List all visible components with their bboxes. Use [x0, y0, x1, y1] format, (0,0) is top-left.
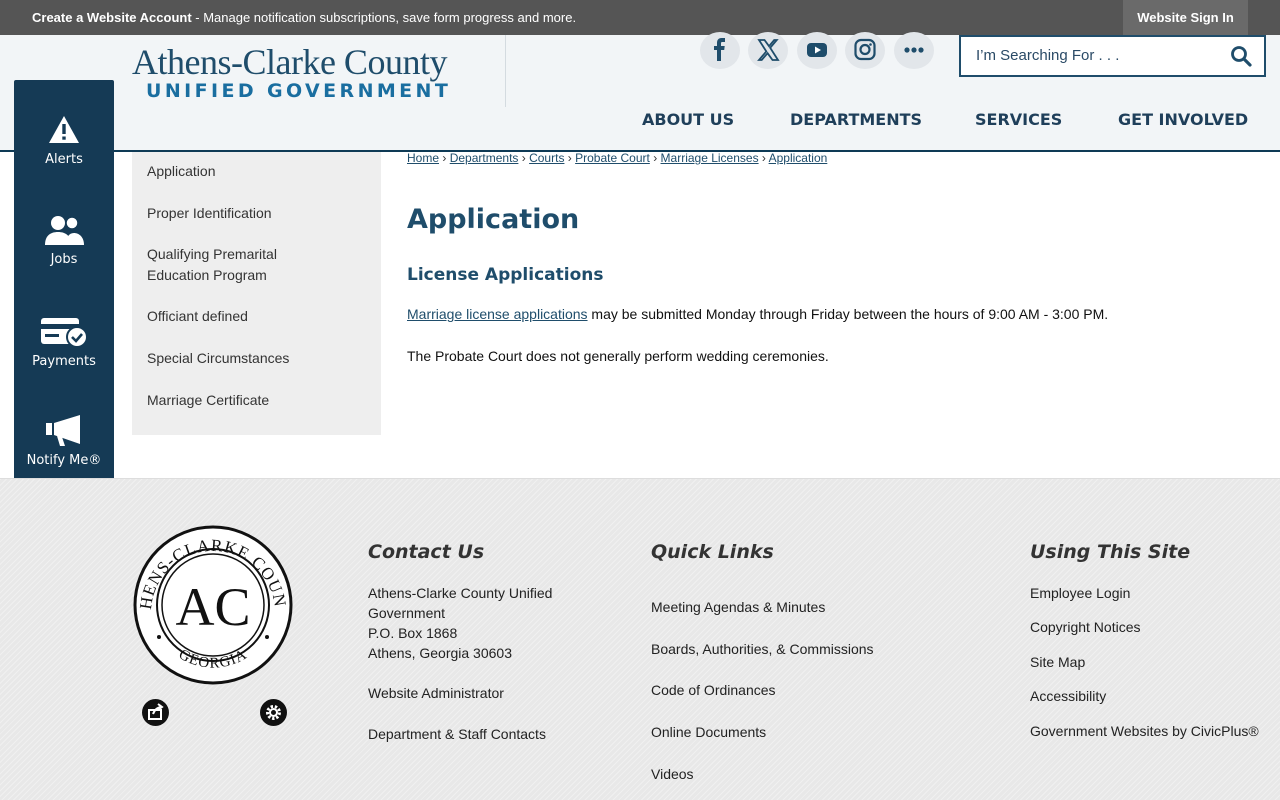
contact-org-2: Government — [368, 605, 446, 621]
ceremony-note: The Probate Court does not generally perform wedding ceremonies. — [407, 348, 829, 364]
breadcrumb-sep: › — [442, 151, 447, 165]
quick-link-boards[interactable]: Boards, Authorities, & Commissions — [651, 641, 874, 657]
quick-link-code-ordinances[interactable]: Code of Ordinances — [651, 682, 776, 698]
more-icon[interactable] — [894, 32, 934, 69]
subnav-item-application[interactable]: Application — [147, 163, 216, 179]
logo-subtitle[interactable]: UNIFIED GOVERNMENT — [146, 80, 452, 102]
contact-org-1: Athens-Clarke County Unified — [368, 585, 553, 601]
megaphone-icon — [44, 414, 84, 447]
website-administrator-link[interactable]: Website Administrator — [368, 685, 504, 701]
quick-links-heading: Quick Links — [651, 541, 774, 563]
breadcrumb-sep: › — [653, 151, 658, 165]
instagram-icon[interactable] — [845, 32, 885, 69]
settings-gear-icon[interactable] — [260, 699, 287, 726]
employee-login-link[interactable]: Employee Login — [1030, 585, 1131, 601]
quick-link-meeting-agendas[interactable]: Meeting Agendas & Minutes — [651, 599, 826, 615]
rail-jobs[interactable] — [14, 214, 114, 267]
subnav-item-marriage-certificate[interactable]: Marriage Certificate — [147, 392, 270, 408]
breadcrumb — [407, 151, 827, 165]
civicplus-link[interactable]: Government Websites by CivicPlus® — [1030, 723, 1259, 739]
subnav-item-special-circumstances[interactable]: Special Circumstances — [147, 350, 290, 366]
hours-text: may be submitted Monday through Friday between the hours of 9:00 AM - 3:00 PM. — [587, 306, 1109, 322]
nav-services[interactable]: SERVICES — [975, 110, 1063, 129]
payment-card-icon — [40, 316, 88, 348]
quick-link-videos[interactable]: Videos — [651, 766, 694, 782]
rail-alerts[interactable] — [14, 114, 114, 167]
breadcrumb-courts[interactable]: Courts — [529, 151, 565, 165]
rail-notify-me[interactable] — [14, 414, 114, 468]
section-heading: License Applications — [407, 265, 604, 285]
quick-link-online-documents[interactable]: Online Documents — [651, 724, 767, 740]
share-icon[interactable] — [142, 699, 169, 726]
copyright-notices-link[interactable]: Copyright Notices — [1030, 619, 1141, 635]
contact-box: P.O. Box 1868 — [368, 625, 458, 641]
create-account-bold[interactable]: Create a Website Account — [32, 10, 192, 25]
subnav-item-proper-identification[interactable]: Proper Identification — [147, 205, 272, 221]
header-divider — [505, 35, 506, 107]
seal-text-top: HENS-CLARKE COUN — [135, 535, 290, 611]
staff-contacts-link[interactable]: Department & Staff Contacts — [368, 726, 546, 742]
breadcrumb-application[interactable]: Application — [768, 151, 828, 165]
section-subnav — [132, 152, 381, 435]
facebook-icon[interactable] — [700, 32, 740, 69]
create-account-link[interactable] — [32, 10, 576, 25]
breadcrumb-marriage-licenses[interactable]: Marriage Licenses — [660, 151, 759, 165]
site-header — [0, 35, 1280, 152]
breadcrumb-departments[interactable]: Departments — [449, 151, 519, 165]
breadcrumb-sep: › — [521, 151, 526, 165]
subnav-item-officiant[interactable]: Officiant defined — [147, 308, 248, 324]
rail-jobs-label: Jobs — [50, 252, 78, 267]
seal-text-bottom: GEORGIA — [175, 646, 251, 672]
site-map-link[interactable]: Site Map — [1030, 654, 1086, 670]
nav-departments[interactable]: DEPARTMENTS — [790, 110, 923, 129]
logo-title[interactable]: Athens-Clarke County — [132, 42, 447, 82]
using-site-heading: Using This Site — [1030, 541, 1191, 563]
create-account-desc: - Manage notification subscriptions, save form progress and more. — [191, 10, 577, 25]
site-footer — [0, 478, 1280, 800]
x-twitter-icon[interactable] — [748, 32, 788, 69]
contact-city: Athens, Georgia 30603 — [368, 645, 512, 661]
alert-icon — [47, 114, 81, 146]
site-search[interactable] — [959, 35, 1266, 77]
nav-about-us[interactable]: ABOUT US — [642, 110, 735, 129]
website-sign-in-button[interactable]: Website Sign In — [1123, 0, 1248, 35]
people-icon — [41, 214, 87, 246]
subnav-item-premarital-education[interactable]: Qualifying Premarital Education Program — [147, 246, 277, 283]
page-title: Application — [407, 204, 580, 235]
youtube-icon[interactable] — [797, 32, 837, 69]
search-input[interactable]: I’m Searching For . . . — [976, 47, 1120, 64]
hours-paragraph — [407, 306, 1108, 322]
rail-payments-label: Payments — [32, 354, 96, 369]
seal-monogram: AC — [175, 577, 251, 637]
nav-get-involved[interactable]: GET INVOLVED — [1118, 110, 1249, 129]
rail-alerts-label: Alerts — [45, 152, 83, 167]
search-icon[interactable] — [1230, 45, 1252, 72]
rail-payments[interactable] — [14, 316, 114, 369]
account-bar — [0, 0, 1280, 35]
accessibility-link[interactable]: Accessibility — [1030, 688, 1107, 704]
rail-notify-label: Notify Me® — [26, 453, 102, 468]
marriage-license-applications-link[interactable]: Marriage license applications — [407, 306, 588, 322]
breadcrumb-home[interactable]: Home — [407, 151, 440, 165]
breadcrumb-sep: › — [761, 151, 766, 165]
county-seal-logo[interactable] — [133, 525, 293, 685]
breadcrumb-sep: › — [567, 151, 572, 165]
contact-heading: Contact Us — [368, 541, 485, 563]
breadcrumb-probate-court[interactable]: Probate Court — [575, 151, 650, 165]
